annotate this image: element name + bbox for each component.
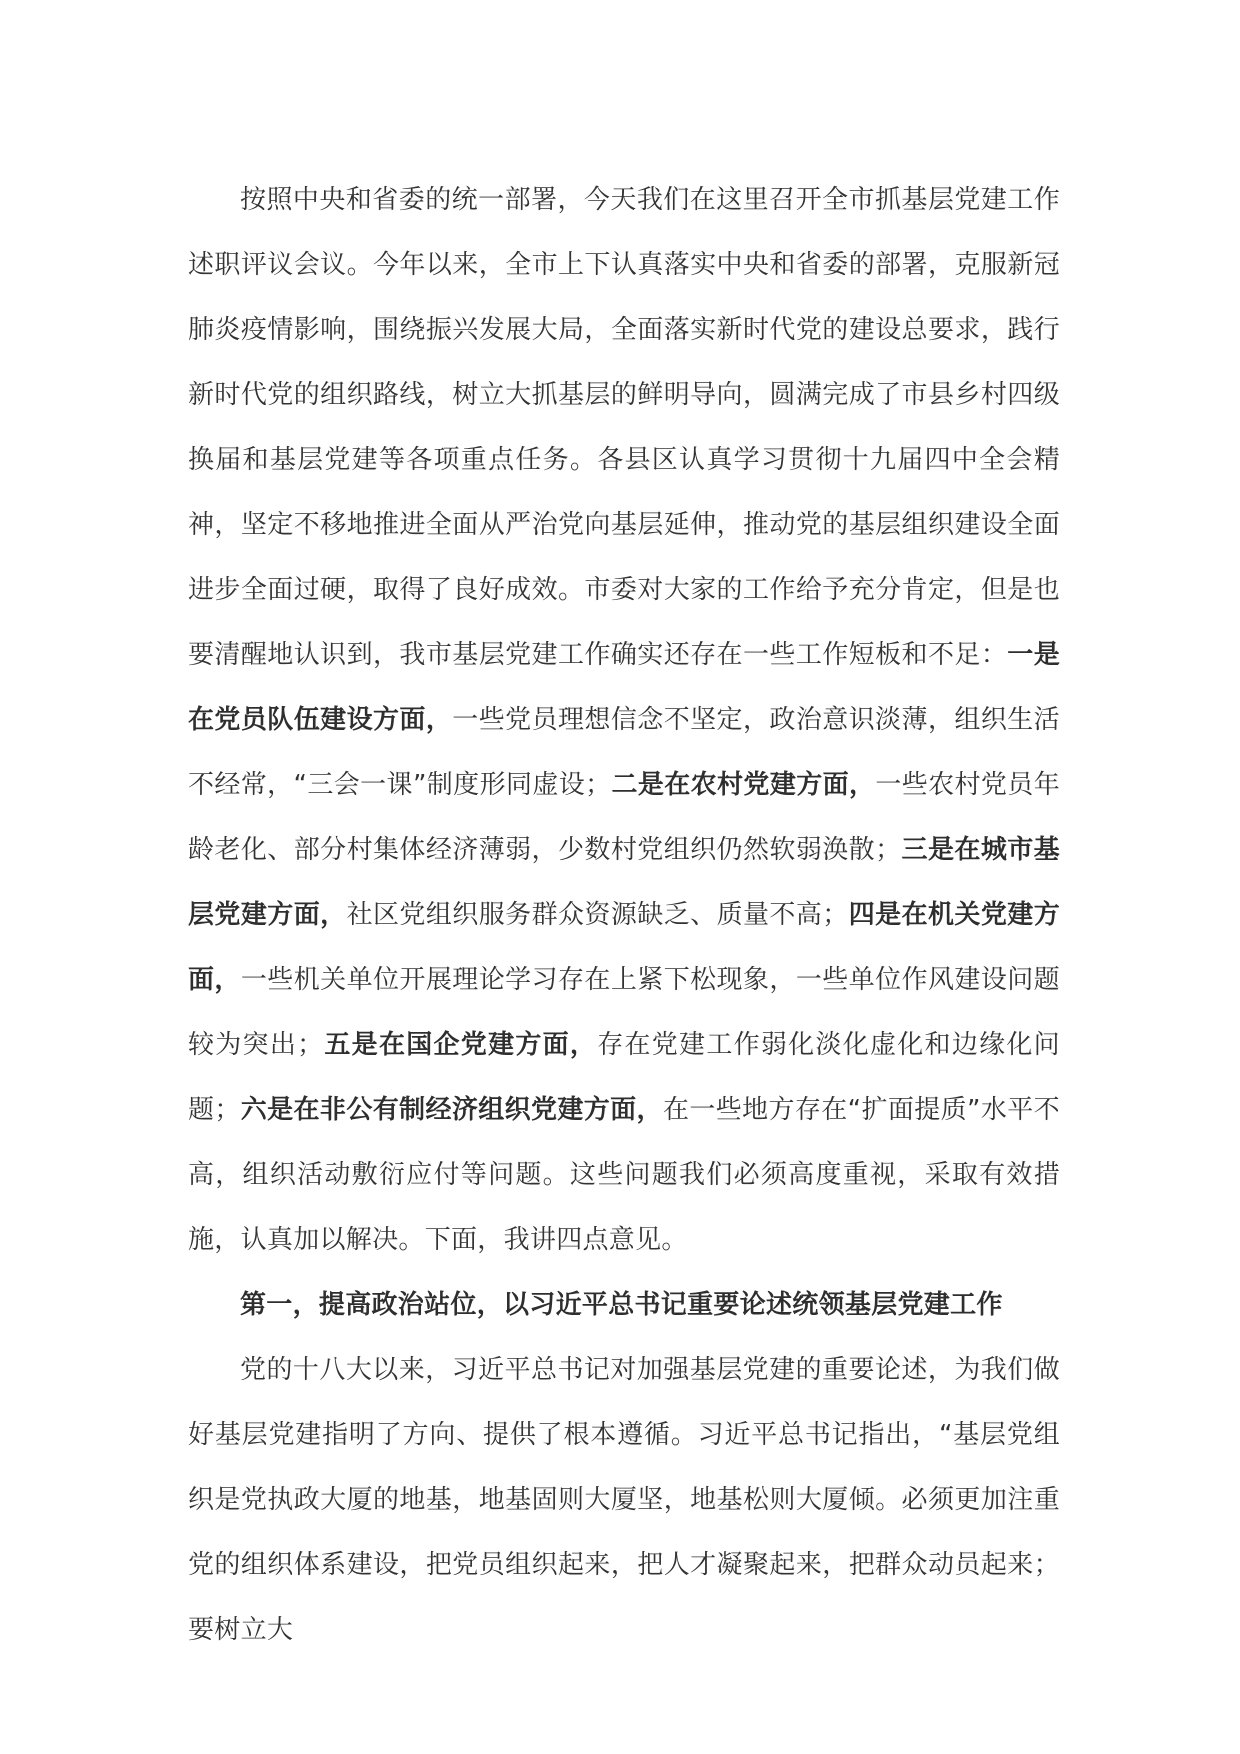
point-6-label: 六是在非公有制经济组织党建方面， (240, 1095, 663, 1125)
section-heading-1: 第一，提高政治站位，以习近平总书记重要论述统领基层党建工作 (240, 1290, 1003, 1320)
point-3-label: 三是在城市基层党建方面， (188, 835, 1060, 930)
point-5-label: 五是在国企党建方面， (323, 1030, 598, 1060)
point-3-text: 社区党组织服务群众资源缺乏、质量不高； (346, 900, 849, 930)
point-2-text: 一些农村党员年龄老化、部分村集体经济薄弱，少数村党组织仍然软弱涣散； (188, 770, 1060, 865)
paragraph-section-1: 党的十八大以来，习近平总书记对加强基层党建的重要论述，为我们做好基层党建指明了方向、提供了根本遵循。习近平总书记指出，“基层党组织是党执政大厦的地基，地基固则大厦坚，地基松则大厦倾。必须更加注重党的组织体系建设，把党员组织起来，把人才凝聚起来，把群众动员起来；要树立大 (188, 1355, 1060, 1645)
point-5-text: 存在党建工作弱化淡化虚化和边缘化问题； (188, 1030, 1060, 1125)
point-2-label: 二是在农村党建方面， (611, 770, 876, 800)
point-4-text: 一些机关单位开展理论学习存在上紧下松现象，一些单位作风建设问题较为突出； (188, 965, 1060, 1060)
document-body (188, 168, 1060, 1663)
point-1-text: 一些党员理想信念不坚定，政治意识淡薄，组织生活不经常，“三会一课”制度形同虚设； (188, 705, 1060, 800)
point-4-label: 四是在机关党建方面， (188, 900, 1060, 995)
paragraph-intro (188, 168, 1060, 1273)
point-1-label: 一是在党员队伍建设方面， (188, 640, 1060, 735)
intro-text: 按照中央和省委的统一部署，今天我们在这里召开全市抓基层党建工作述职评议会议。今年以来，全市上下认真落实中央和省委的部署，克服新冠肺炎疫情影响，围绕振兴发展大局，全面落实新时代党的建设总要求，践行新时代党的组织路线，树立大抓基层的鲜明导向，圆满完成了市县乡村四级换届和基层党建等各项重点任务。各县区认真学习贯彻十九届四中全会精神，坚定不移地推进全面从严治党向基层延伸，推动党的基层组织建设全面进步全面过硬，取得了良好成效。市委对大家的工作给予充分肯定，但是也要清醒地认识到，我市基层党建工作确实还存在一些工作短板和不足： (188, 185, 1060, 670)
point-6-text: 在一些地方存在“扩面提质”水平不高，组织活动敷衍应付等问题。这些问题我们必须高度重视，采取有效措施，认真加以解决。下面，我讲四点意见。 (188, 1095, 1060, 1255)
